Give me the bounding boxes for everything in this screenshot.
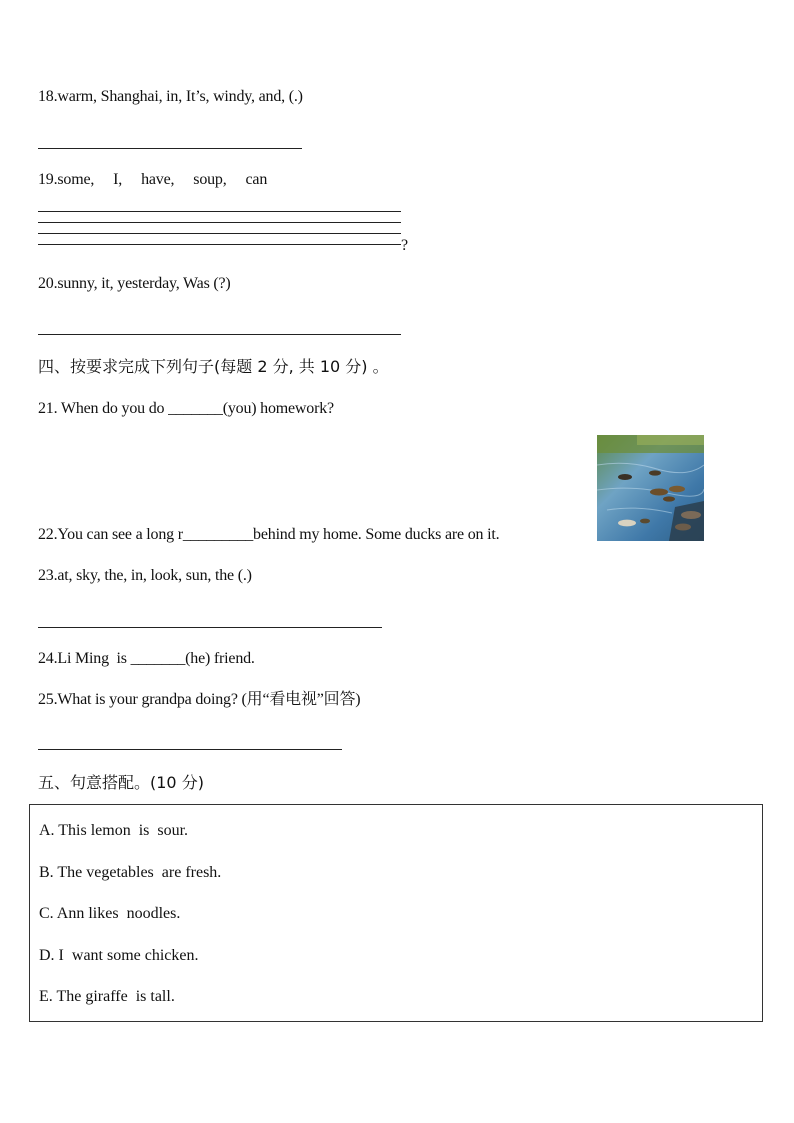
answer-line-19c[interactable] xyxy=(38,233,401,234)
question-25: 25.What is your grandpa doing? (用“看电视”回答) xyxy=(38,691,361,708)
question-22: 22.You can see a long r_________behind my home. Some ducks are on it. xyxy=(38,526,500,543)
answer-line-19b[interactable] xyxy=(38,222,401,223)
question-20: 20.sunny, it, yesterday, Was (?) xyxy=(38,275,231,292)
question-24: 24.Li Ming is _______(he) friend. xyxy=(38,650,255,667)
matching-option-d: D. I want some chicken. xyxy=(39,947,199,964)
matching-option-b: B. The vegetables are fresh. xyxy=(39,864,222,881)
answer-line-19d[interactable] xyxy=(38,244,401,245)
question-23: 23.at, sky, the, in, look, sun, the (.) xyxy=(38,567,252,584)
matching-option-a: A. This lemon is sour. xyxy=(39,822,189,839)
question-21: 21. When do you do _______(you) homework? xyxy=(38,400,334,417)
ducks-on-river-photo xyxy=(597,435,704,541)
answer-line-18[interactable] xyxy=(38,148,302,149)
section-5-title: 五、句意搭配。(10 分) xyxy=(38,773,204,792)
question-19: 19.some, I, have, soup, can xyxy=(38,171,268,188)
matching-option-c: C. Ann likes noodles. xyxy=(39,905,181,922)
answer-line-20[interactable] xyxy=(38,334,401,335)
question-19-end-mark: ? xyxy=(401,237,409,254)
answer-line-25[interactable] xyxy=(38,749,342,750)
section-4-title: 四、按要求完成下列句子(每题 2 分, 共 10 分) 。 xyxy=(38,357,389,376)
answer-line-19a[interactable] xyxy=(38,211,401,212)
answer-line-23[interactable] xyxy=(38,627,382,628)
matching-options-box xyxy=(29,804,763,1022)
question-18: 18.warm, Shanghai, in, It’s, windy, and, (.) xyxy=(38,88,303,105)
matching-option-e: E. The giraffe is tall. xyxy=(39,988,175,1005)
